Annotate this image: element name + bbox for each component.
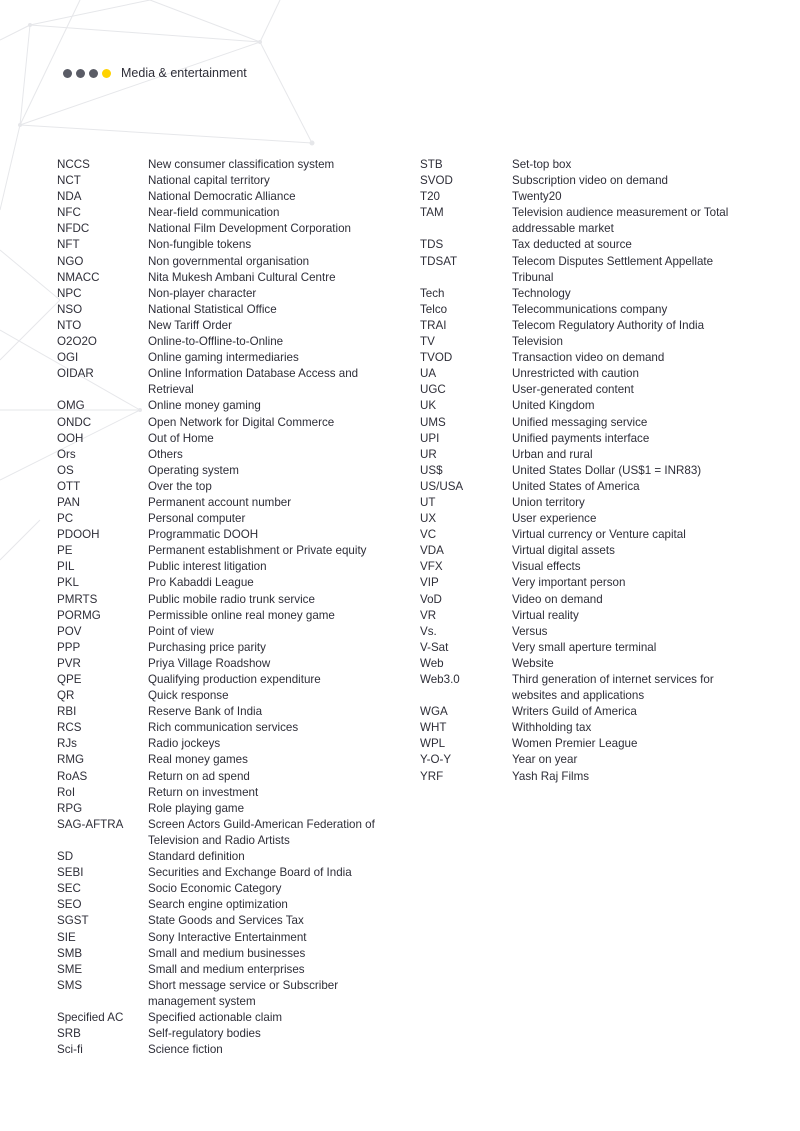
glossary-abbreviation: NFT: [57, 238, 80, 252]
glossary-definition: Third generation of internet services for websites and applications: [512, 673, 714, 703]
glossary-definition: Set-top box: [512, 158, 572, 171]
glossary-abbreviation: VC: [420, 528, 437, 542]
glossary-abbreviation: TVOD: [420, 351, 453, 365]
glossary-definition: Operating system: [148, 463, 239, 477]
glossary-abbreviation: UMS: [420, 415, 446, 429]
glossary-column-right: [420, 157, 750, 785]
glossary-abbreviation: RoI: [57, 785, 76, 799]
glossary-definition: Television: [512, 335, 563, 349]
glossary-definition: Unified payments interface: [512, 431, 650, 445]
glossary-abbreviation: NSO: [57, 302, 83, 316]
glossary-definition: User-generated content: [512, 383, 634, 397]
glossary-definition: Withholding tax: [512, 721, 592, 735]
glossary-row: [57, 511, 387, 527]
glossary-definition: Very important person: [512, 576, 626, 590]
glossary-row: [57, 189, 387, 205]
glossary-row: [420, 398, 750, 414]
glossary-definition: Non-fungible tokens: [148, 238, 252, 252]
glossary-definition: Online-to-Offline-to-Online: [148, 335, 284, 349]
glossary-definition: Near-field communication: [148, 206, 280, 220]
glossary-abbreviation: NFC: [57, 206, 81, 220]
glossary-definition: Unified messaging service: [512, 415, 648, 429]
glossary-row: [57, 978, 387, 1010]
glossary-row: [57, 318, 387, 334]
glossary-row: [420, 527, 750, 543]
glossary-row: [57, 1042, 387, 1058]
glossary-definition: Return on ad spend: [148, 769, 250, 783]
glossary-abbreviation: WGA: [420, 705, 448, 719]
glossary-definition: Very small aperture terminal: [512, 640, 657, 654]
glossary-row: [57, 575, 387, 591]
glossary-definition: Women Premier League: [512, 737, 638, 751]
glossary-abbreviation: PMRTS: [57, 592, 98, 606]
glossary-abbreviation: UA: [420, 367, 437, 381]
glossary-abbreviation: NCCS: [57, 158, 90, 171]
glossary-row: [57, 624, 387, 640]
glossary-definition: Visual effects: [512, 560, 581, 574]
glossary-abbreviation: VFX: [420, 560, 443, 574]
glossary-row: [57, 495, 387, 511]
glossary-row: [420, 382, 750, 398]
glossary-definition: Year on year: [512, 753, 578, 767]
glossary-abbreviation: PKL: [57, 576, 79, 590]
glossary-column-left: [57, 157, 387, 1058]
glossary-definition: Online gaming intermediaries: [148, 351, 299, 365]
glossary-row: [420, 173, 750, 189]
glossary-definition: Subscription video on demand: [512, 174, 668, 188]
glossary-row: [420, 447, 750, 463]
glossary-abbreviation: Specified AC: [57, 1010, 124, 1024]
glossary-definition: Virtual digital assets: [512, 544, 615, 558]
glossary-definition: Open Network for Digital Commerce: [148, 415, 335, 429]
glossary-row: [420, 318, 750, 334]
glossary-abbreviation: UR: [420, 447, 437, 461]
glossary-row: [57, 254, 387, 270]
glossary-definition: Technology: [512, 286, 571, 300]
glossary-row: [57, 769, 387, 785]
glossary-abbreviation: VDA: [420, 544, 444, 558]
glossary-abbreviation: QPE: [57, 673, 82, 686]
glossary-row: [57, 350, 387, 366]
glossary-abbreviation: O2O2O: [57, 335, 97, 349]
glossary-row: [57, 930, 387, 946]
glossary-definition: Standard definition: [148, 850, 245, 864]
glossary-row: [420, 511, 750, 527]
glossary-abbreviation: QR: [57, 689, 75, 703]
glossary-abbreviation: Web3.0: [420, 673, 460, 686]
glossary-row: [57, 608, 387, 624]
glossary-row: [57, 720, 387, 736]
glossary-abbreviation: Y-O-Y: [420, 753, 452, 767]
section-header: [63, 66, 247, 80]
glossary-definition: Permissible online real money game: [148, 608, 335, 622]
bullet-dot-accent: [102, 69, 111, 78]
glossary-definition: Socio Economic Category: [148, 882, 282, 896]
glossary-abbreviation: RBI: [57, 705, 77, 719]
glossary-row: [57, 447, 387, 463]
glossary-abbreviation: NCT: [57, 174, 81, 188]
glossary-row: [57, 592, 387, 608]
glossary-abbreviation: TV: [420, 335, 435, 349]
glossary-row: [420, 656, 750, 672]
glossary-abbreviation: Tech: [420, 286, 445, 300]
glossary-abbreviation: SEC: [57, 882, 81, 896]
glossary-row: [57, 640, 387, 656]
glossary-definition: Return on investment: [148, 785, 259, 799]
glossary-definition: Tax deducted at source: [512, 238, 632, 252]
glossary-abbreviation: RPG: [57, 801, 83, 815]
glossary-definition: Real money games: [148, 753, 248, 767]
glossary-row: [420, 769, 750, 785]
glossary-abbreviation: OTT: [57, 479, 81, 493]
glossary-row: [420, 334, 750, 350]
glossary-abbreviation: SMS: [57, 978, 83, 992]
bullet-dot-2: [76, 69, 85, 78]
glossary-abbreviation: UX: [420, 512, 437, 526]
glossary-abbreviation: SD: [57, 850, 74, 864]
glossary-definition: Rich communication services: [148, 721, 299, 735]
glossary-abbreviation: OS: [57, 463, 74, 477]
glossary-definition: Online money gaming: [148, 399, 261, 413]
glossary-definition: Radio jockeys: [148, 737, 221, 751]
glossary-row: [57, 366, 387, 398]
glossary-abbreviation: PAN: [57, 495, 80, 509]
glossary-abbreviation: SEBI: [57, 866, 84, 880]
glossary-row: [420, 736, 750, 752]
glossary-definition: Out of Home: [148, 431, 214, 445]
glossary-row: [57, 463, 387, 479]
glossary-row: [420, 495, 750, 511]
glossary-row: [57, 286, 387, 302]
glossary-row: [57, 865, 387, 881]
glossary-abbreviation: PORMG: [57, 608, 101, 622]
glossary-definition: Transaction video on demand: [512, 351, 665, 365]
glossary-row: [57, 237, 387, 253]
glossary-row: [57, 205, 387, 221]
glossary-row: [420, 415, 750, 431]
glossary-row: [420, 543, 750, 559]
glossary-definition: Small and medium businesses: [148, 946, 306, 960]
glossary-row: [57, 334, 387, 350]
glossary-definition: Reserve Bank of India: [148, 705, 263, 719]
glossary-row: [57, 398, 387, 414]
glossary-abbreviation: ONDC: [57, 415, 92, 429]
glossary-definition: Quick response: [148, 689, 229, 703]
glossary-row: [57, 704, 387, 720]
glossary-definition: United States Dollar (US$1 = INR83): [512, 463, 702, 477]
glossary-abbreviation: UK: [420, 399, 437, 413]
glossary-definition: Nita Mukesh Ambani Cultural Centre: [148, 270, 336, 284]
glossary-definition: National capital territory: [148, 174, 270, 188]
glossary-abbreviation: TAM: [420, 206, 444, 220]
glossary-definition: Sony Interactive Entertainment: [148, 930, 307, 944]
glossary-row: [57, 817, 387, 849]
glossary-abbreviation: TDS: [420, 238, 444, 252]
glossary-definition: Public mobile radio trunk service: [148, 592, 315, 606]
glossary-row: [57, 559, 387, 575]
glossary-definition: Telecom Regulatory Authority of India: [512, 318, 705, 332]
glossary-definition: United States of America: [512, 479, 640, 493]
glossary-abbreviation: Sci-fi: [57, 1043, 83, 1057]
glossary-abbreviation: OMG: [57, 399, 85, 413]
glossary-definition: User experience: [512, 512, 597, 526]
glossary-abbreviation: NFDC: [57, 222, 90, 236]
glossary-abbreviation: UT: [420, 495, 436, 509]
glossary-row: [57, 1026, 387, 1042]
glossary-definition: Television audience measurement or Total addressable market: [512, 206, 729, 236]
glossary-abbreviation: PPP: [57, 640, 81, 654]
glossary-row: [57, 688, 387, 704]
glossary-definition: National Democratic Alliance: [148, 190, 296, 204]
glossary-row: [57, 672, 387, 688]
glossary-definition: Permanent account number: [148, 495, 292, 509]
glossary-abbreviation: YRF: [420, 769, 444, 783]
glossary-definition: Qualifying production expenditure: [148, 673, 321, 686]
glossary-row: [420, 254, 750, 286]
glossary-abbreviation: OGI: [57, 351, 79, 365]
glossary-row: [57, 785, 387, 801]
glossary-row: [420, 640, 750, 656]
glossary-row: [420, 366, 750, 382]
section-title: Media & entertainment: [121, 66, 247, 80]
glossary-row: [57, 913, 387, 929]
glossary-row: [420, 205, 750, 237]
glossary-abbreviation: RJs: [57, 737, 77, 751]
glossary-definition: Urban and rural: [512, 447, 593, 461]
glossary-abbreviation: Web: [420, 656, 444, 670]
glossary-row: [57, 302, 387, 318]
glossary-definition: Self-regulatory bodies: [148, 1027, 261, 1041]
glossary-row: [420, 302, 750, 318]
bullet-dot-1: [63, 69, 72, 78]
glossary-row: [57, 656, 387, 672]
glossary-abbreviation: SVOD: [420, 174, 453, 188]
glossary-abbreviation: POV: [57, 624, 82, 638]
glossary-abbreviation: SEO: [57, 898, 82, 912]
glossary-abbreviation: UGC: [420, 383, 446, 397]
glossary-row: [57, 752, 387, 768]
glossary-row: [57, 962, 387, 978]
glossary-row: [420, 624, 750, 640]
glossary-definition: Non governmental organisation: [148, 254, 310, 268]
glossary-abbreviation: WHT: [420, 721, 447, 735]
glossary-definition: Non-player character: [148, 286, 257, 300]
glossary-row: [57, 527, 387, 543]
glossary-row: [420, 752, 750, 768]
glossary-definition: Pro Kabaddi League: [148, 576, 254, 590]
glossary-abbreviation: PE: [57, 544, 73, 558]
glossary-definition: Twenty20: [512, 190, 562, 204]
bullet-dot-3: [89, 69, 98, 78]
glossary-abbreviation: RMG: [57, 753, 85, 767]
glossary-abbreviation: V-Sat: [420, 640, 449, 654]
glossary-row: [57, 946, 387, 962]
glossary-definition: Personal computer: [148, 512, 246, 526]
glossary-row: [420, 575, 750, 591]
glossary-row: [420, 189, 750, 205]
glossary-definition: Telecom Disputes Settlement Appellate Tribunal: [512, 254, 714, 284]
glossary-abbreviation: VIP: [420, 576, 439, 590]
glossary-definition: United Kingdom: [512, 399, 595, 413]
glossary-abbreviation: US/USA: [420, 479, 464, 493]
glossary-definition: National Statistical Office: [148, 302, 277, 316]
glossary-abbreviation: OIDAR: [57, 367, 94, 381]
glossary-row: [57, 543, 387, 559]
glossary-row: [57, 173, 387, 189]
glossary-row: [420, 592, 750, 608]
glossary-definition: New consumer classification system: [148, 158, 335, 171]
glossary-abbreviation: NPC: [57, 286, 82, 300]
glossary-definition: Science fiction: [148, 1043, 223, 1057]
glossary-row: [420, 704, 750, 720]
glossary-row: [420, 286, 750, 302]
glossary-abbreviation: NTO: [57, 318, 82, 332]
glossary-abbreviation: VoD: [420, 592, 442, 606]
glossary-definition: New Tariff Order: [148, 318, 232, 332]
glossary-row: [420, 350, 750, 366]
glossary-abbreviation: WPL: [420, 737, 446, 751]
glossary-row: [57, 157, 387, 173]
glossary-abbreviation: SGST: [57, 914, 89, 928]
glossary-definition: Priya Village Roadshow: [148, 656, 271, 670]
glossary-row: [57, 270, 387, 286]
glossary-row: [57, 801, 387, 817]
glossary-definition: State Goods and Services Tax: [148, 914, 304, 928]
glossary-row: [57, 736, 387, 752]
glossary-definition: Point of view: [148, 624, 214, 638]
glossary-definition: Unrestricted with caution: [512, 367, 639, 381]
glossary-abbreviation: NMACC: [57, 270, 100, 284]
glossary-row: [420, 608, 750, 624]
glossary-definition: Telecommunications company: [512, 302, 668, 316]
glossary-abbreviation: US$: [420, 463, 443, 477]
glossary-row: [420, 463, 750, 479]
glossary-definition: Purchasing price parity: [148, 640, 266, 654]
glossary-definition: Others: [148, 447, 183, 461]
glossary-definition: Programmatic DOOH: [148, 528, 259, 542]
glossary-row: [420, 157, 750, 173]
glossary-row: [420, 431, 750, 447]
glossary-row: [420, 559, 750, 575]
glossary-definition: Permanent establishment or Private equity: [148, 544, 367, 558]
glossary-row: [57, 415, 387, 431]
glossary-definition: Online Information Database Access and Retrieval: [148, 367, 359, 397]
glossary-definition: Short message service or Subscriber management system: [148, 978, 339, 1008]
glossary-abbreviation: RoAS: [57, 769, 88, 783]
glossary-abbreviation: TDSAT: [420, 254, 458, 268]
glossary-abbreviation: STB: [420, 158, 443, 171]
glossary-abbreviation: Ors: [57, 447, 76, 461]
glossary-abbreviation: UPI: [420, 431, 440, 445]
glossary-definition: Yash Raj Films: [512, 769, 590, 783]
glossary-definition: Specified actionable claim: [148, 1010, 283, 1024]
glossary-row: [57, 221, 387, 237]
glossary-row: [57, 479, 387, 495]
glossary-abbreviation: SMB: [57, 946, 83, 960]
glossary-abbreviation: RCS: [57, 721, 82, 735]
glossary-definition: Writers Guild of America: [512, 705, 637, 719]
glossary-definition: Screen Actors Guild-American Federation of Television and Radio Artists: [148, 817, 375, 847]
glossary-definition: Public interest litigation: [148, 560, 267, 574]
glossary-definition: Over the top: [148, 479, 212, 493]
glossary-definition: Securities and Exchange Board of India: [148, 866, 352, 880]
glossary-definition: Website: [512, 656, 554, 670]
glossary-abbreviation: NGO: [57, 254, 84, 268]
glossary-abbreviation: SRB: [57, 1027, 81, 1041]
glossary-row: [420, 720, 750, 736]
glossary-row: [420, 672, 750, 704]
glossary-abbreviation: PVR: [57, 656, 81, 670]
glossary-definition: Virtual currency or Venture capital: [512, 528, 686, 542]
glossary-row: [57, 1010, 387, 1026]
glossary-row: [57, 897, 387, 913]
glossary-abbreviation: SME: [57, 962, 83, 976]
glossary-definition: Versus: [512, 624, 548, 638]
glossary-abbreviation: OOH: [57, 431, 84, 445]
glossary-row: [57, 881, 387, 897]
glossary-abbreviation: SAG-AFTRA: [57, 817, 124, 831]
glossary-definition: Small and medium enterprises: [148, 962, 305, 976]
glossary-definition: Union territory: [512, 495, 585, 509]
glossary-definition: National Film Development Corporation: [148, 222, 351, 236]
glossary-abbreviation: NDA: [57, 190, 82, 204]
glossary-abbreviation: PIL: [57, 560, 75, 574]
glossary-definition: Video on demand: [512, 592, 603, 606]
glossary-abbreviation: Vs.: [420, 624, 437, 638]
glossary-definition: Virtual reality: [512, 608, 579, 622]
glossary-abbreviation: SIE: [57, 930, 76, 944]
glossary-row: [420, 479, 750, 495]
glossary-abbreviation: VR: [420, 608, 437, 622]
glossary-abbreviation: Telco: [420, 302, 448, 316]
glossary-row: [57, 431, 387, 447]
glossary-abbreviation: TRAI: [420, 318, 447, 332]
glossary-definition: Role playing game: [148, 801, 245, 815]
glossary-row: [420, 237, 750, 253]
glossary-abbreviation: PC: [57, 512, 74, 526]
glossary-definition: Search engine optimization: [148, 898, 288, 912]
glossary-row: [57, 849, 387, 865]
glossary-abbreviation: T20: [420, 190, 440, 204]
glossary-abbreviation: PDOOH: [57, 528, 100, 542]
